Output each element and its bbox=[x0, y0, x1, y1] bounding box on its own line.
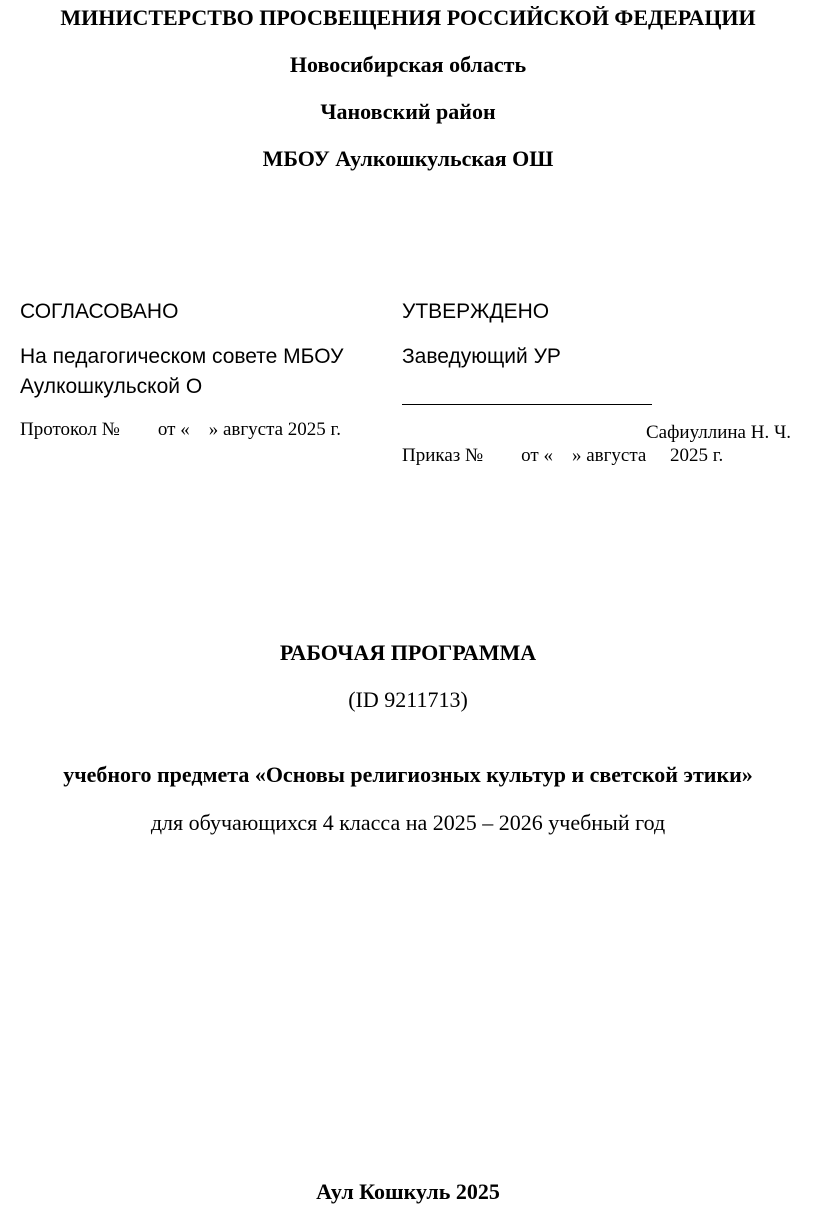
signature-line bbox=[402, 404, 652, 405]
agreed-title: СОГЛАСОВАНО bbox=[20, 300, 179, 323]
approved-position: Заведующий УР bbox=[402, 345, 561, 368]
region-heading: Новосибирская область bbox=[289, 52, 527, 77]
approved-title: УТВЕРЖДЕНО bbox=[402, 300, 550, 323]
program-id: (ID 9211713) bbox=[348, 687, 468, 712]
footer-place-year: Аул Кошкуль 2025 bbox=[316, 1179, 500, 1204]
approved-signer: Сафиуллина Н. Ч. bbox=[646, 422, 792, 443]
program-audience: для обучающихся 4 класса на 2025 – 2026 учебный год bbox=[150, 810, 666, 835]
district-heading: Чановский район bbox=[320, 99, 496, 124]
program-title: РАБОЧАЯ ПРОГРАММА bbox=[279, 640, 537, 665]
program-subject: учебного предмета «Основы религиозных культур и светской этики» bbox=[63, 762, 753, 787]
agreed-body-line2: Аулкошкульской О bbox=[20, 375, 203, 398]
agreed-protocol: Протокол № от « » августа 2025 г. bbox=[20, 419, 341, 440]
agreed-body-line1: На педагогическом совете МБОУ bbox=[20, 345, 344, 368]
approved-block bbox=[402, 297, 802, 327]
agreed-block bbox=[20, 297, 390, 327]
agreed-body bbox=[20, 342, 390, 402]
school-heading: МБОУ Аулкошкульская ОШ bbox=[262, 146, 554, 171]
ministry-heading: МИНИСТЕРСТВО ПРОСВЕЩЕНИЯ РОССИЙСКОЙ ФЕДЕРАЦИИ bbox=[60, 5, 756, 30]
approved-order: Приказ № от « » августа 2025 г. bbox=[402, 445, 724, 466]
